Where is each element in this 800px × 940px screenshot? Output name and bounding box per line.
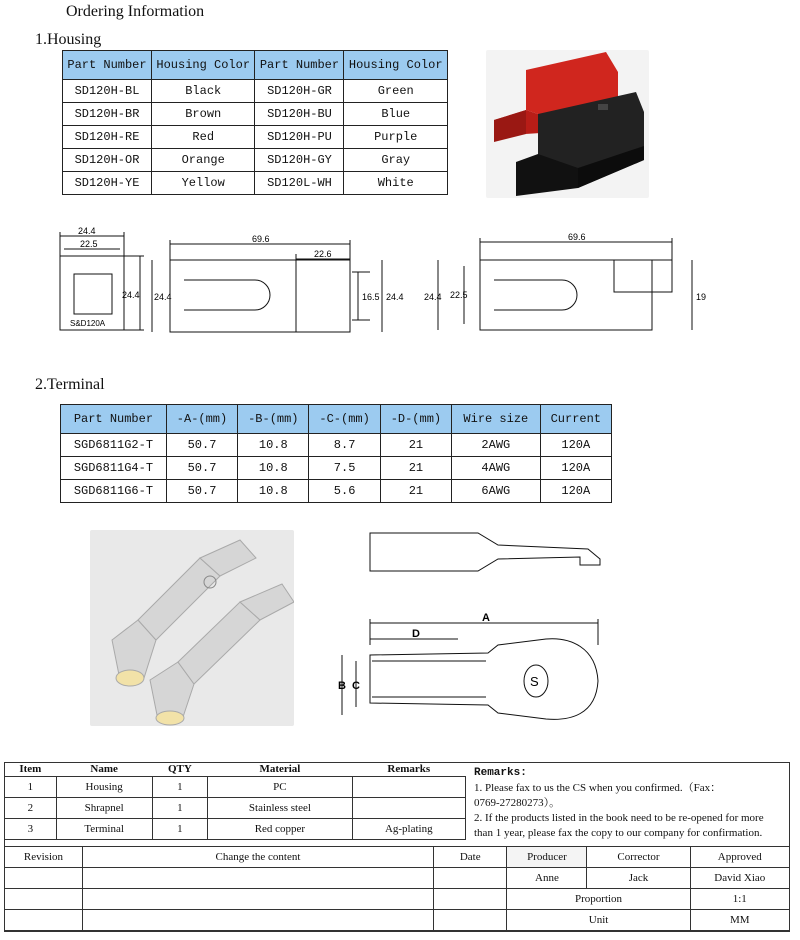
terminal-cell: 21 (380, 457, 451, 480)
bom-table (4, 762, 466, 840)
dim-side-height: 24.4 (154, 292, 172, 302)
unit-value: MM (690, 910, 789, 931)
remarks-line-4: than 1 year, please fax the copy to our company for confirmation. (474, 827, 763, 839)
dim-side2-right: 19 (696, 292, 707, 302)
dim-side2-height: 24.4 (424, 292, 442, 302)
dim-side-outer: 24.4 (386, 292, 404, 302)
approved-label: Approved (690, 847, 789, 868)
housing-cell: SD120H-PU (255, 126, 344, 149)
housing-cell: White (344, 172, 448, 195)
terminal-cell: SGD6811G2-T (61, 434, 167, 457)
terminal-cell: 50.7 (166, 434, 237, 457)
housing-heading: 1.Housing (35, 31, 102, 48)
dim-side2-length: 69.6 (568, 232, 586, 242)
housing-cell: SD120H-RE (63, 126, 152, 149)
housing-cell: Red (151, 126, 255, 149)
terminal-cell: 120A (540, 434, 611, 457)
remarks-block (474, 766, 784, 841)
terminal-header-cell: -C-(mm) (309, 405, 380, 434)
corrector-label: Corrector (587, 847, 690, 868)
housing-header-cell: Housing Color (344, 51, 448, 80)
housing-cell: Orange (151, 149, 255, 172)
bom-cell: PC (208, 777, 352, 798)
housing-cell: SD120H-BU (255, 103, 344, 126)
bom-cell: 1 (152, 819, 208, 840)
bom-cell: Shrapnel (56, 798, 152, 819)
bom-header-cell: Material (259, 763, 301, 775)
terminal-row (61, 434, 612, 457)
housing-header-cell: Housing Color (151, 51, 255, 80)
housing-cell: Purple (344, 126, 448, 149)
terminal-cell: 4AWG (452, 457, 541, 480)
dim-side-inner: 16.5 (362, 292, 380, 302)
housing-row (63, 149, 448, 172)
change-label: Change the content (82, 847, 433, 868)
terminal-drawing (330, 525, 630, 730)
housing-mark: S&D120A (70, 319, 106, 328)
terminal-header-cell: -D-(mm) (380, 405, 451, 434)
housing-cell: SD120L-WH (255, 172, 344, 195)
housing-row (63, 80, 448, 103)
bom-row (5, 819, 466, 840)
proportion-label: Proportion (507, 889, 690, 910)
terminal-header-cell: Part Number (61, 405, 167, 434)
dim-front-width: 24.4 (78, 226, 96, 236)
label-s: S (530, 674, 539, 689)
dim-front-height: 24.4 (122, 290, 140, 300)
housing-row (63, 172, 448, 195)
approved-value: David Xiao (690, 868, 789, 889)
housing-cell: SD120H-BL (63, 80, 152, 103)
terminal-cell: 8.7 (309, 434, 380, 457)
date-label: Date (434, 847, 507, 868)
terminal-cell: 6AWG (452, 480, 541, 503)
terminal-row (61, 457, 612, 480)
housing-cell: SD120H-YE (63, 172, 152, 195)
housing-cell: Yellow (151, 172, 255, 195)
bom-cell (352, 777, 465, 798)
unit-label: Unit (507, 910, 690, 931)
remarks-line-2: 0769-27280273）。 (474, 797, 561, 809)
bom-cell: Housing (56, 777, 152, 798)
dim-side-length: 69.6 (252, 234, 270, 244)
terminal-cell: 10.8 (238, 457, 309, 480)
terminal-heading: 2.Terminal (35, 376, 105, 393)
corrector-value: Jack (587, 868, 690, 889)
housing-table (62, 50, 448, 195)
terminal-header-cell: Wire size (452, 405, 541, 434)
terminal-cell: 2AWG (452, 434, 541, 457)
terminal-table (60, 404, 612, 503)
terminal-cell: 50.7 (166, 480, 237, 503)
housing-cell: SD120H-OR (63, 149, 152, 172)
dim-side-tail: 22.6 (314, 249, 332, 259)
terminal-cell: 21 (380, 480, 451, 503)
producer-label: Producer (507, 847, 587, 868)
housing-row (63, 103, 448, 126)
housing-cell: Gray (344, 149, 448, 172)
revision-table (4, 846, 790, 931)
terminal-row (61, 480, 612, 503)
terminal-photo (90, 530, 294, 726)
terminal-cell: SGD6811G6-T (61, 480, 167, 503)
housing-row (63, 126, 448, 149)
dim-side2-inner: 22.5 (450, 290, 468, 300)
remarks-line-1: 1. Please fax to us the CS when you confirmed.（Fax： (474, 782, 722, 794)
terminal-header-cell: -A-(mm) (166, 405, 237, 434)
producer-value: Anne (507, 868, 587, 889)
bom-row (5, 777, 466, 798)
bom-header-cell: Remarks (387, 763, 431, 775)
bom-cell: Ag-plating (352, 819, 465, 840)
bom-cell: 2 (5, 798, 57, 819)
revision-label: Revision (5, 847, 83, 868)
housing-header-cell: Part Number (63, 51, 152, 80)
bom-cell: Terminal (56, 819, 152, 840)
terminal-cell: 21 (380, 434, 451, 457)
bom-row (5, 798, 466, 819)
bom-cell: Red copper (208, 819, 352, 840)
housing-header-cell: Part Number (255, 51, 344, 80)
housing-cell: SD120H-GR (255, 80, 344, 103)
terminal-header-cell: -B-(mm) (238, 405, 309, 434)
bom-cell: 1 (5, 777, 57, 798)
terminal-cell: 7.5 (309, 457, 380, 480)
label-b: B (338, 680, 346, 692)
housing-cell: Blue (344, 103, 448, 126)
housing-cell: SD120H-GY (255, 149, 344, 172)
housing-cell: Black (151, 80, 255, 103)
remarks-line-3: 2. If the products listed in the book need to be re-opened for more (474, 812, 764, 824)
terminal-cell: 120A (540, 457, 611, 480)
label-d: D (412, 628, 420, 640)
bom-header-cell: QTY (168, 763, 192, 775)
terminal-cell: 5.6 (309, 480, 380, 503)
housing-cell: SD120H-BR (63, 103, 152, 126)
terminal-cell: 10.8 (238, 480, 309, 503)
bom-cell: Stainless steel (208, 798, 352, 819)
bom-cell: 3 (5, 819, 57, 840)
terminal-cell: 120A (540, 480, 611, 503)
bom-cell: 1 (152, 777, 208, 798)
page-title: Ordering Information (66, 3, 205, 20)
label-a: A (482, 612, 490, 624)
dim-front-inner: 22.5 (80, 239, 98, 249)
label-c: C (352, 680, 360, 692)
bom-cell: 1 (152, 798, 208, 819)
remarks-title: Remarks: (474, 767, 527, 779)
terminal-cell: 50.7 (166, 457, 237, 480)
terminal-header-cell: Current (540, 405, 611, 434)
housing-cell: Brown (151, 103, 255, 126)
housing-cell: Green (344, 80, 448, 103)
terminal-cell: 10.8 (238, 434, 309, 457)
housing-drawing (40, 220, 720, 350)
bom-header-cell: Item (19, 763, 42, 775)
proportion-value: 1:1 (690, 889, 789, 910)
bom-header-cell: Name (90, 763, 118, 775)
bom-cell (352, 798, 465, 819)
terminal-cell: SGD6811G4-T (61, 457, 167, 480)
housing-photo (486, 50, 649, 198)
